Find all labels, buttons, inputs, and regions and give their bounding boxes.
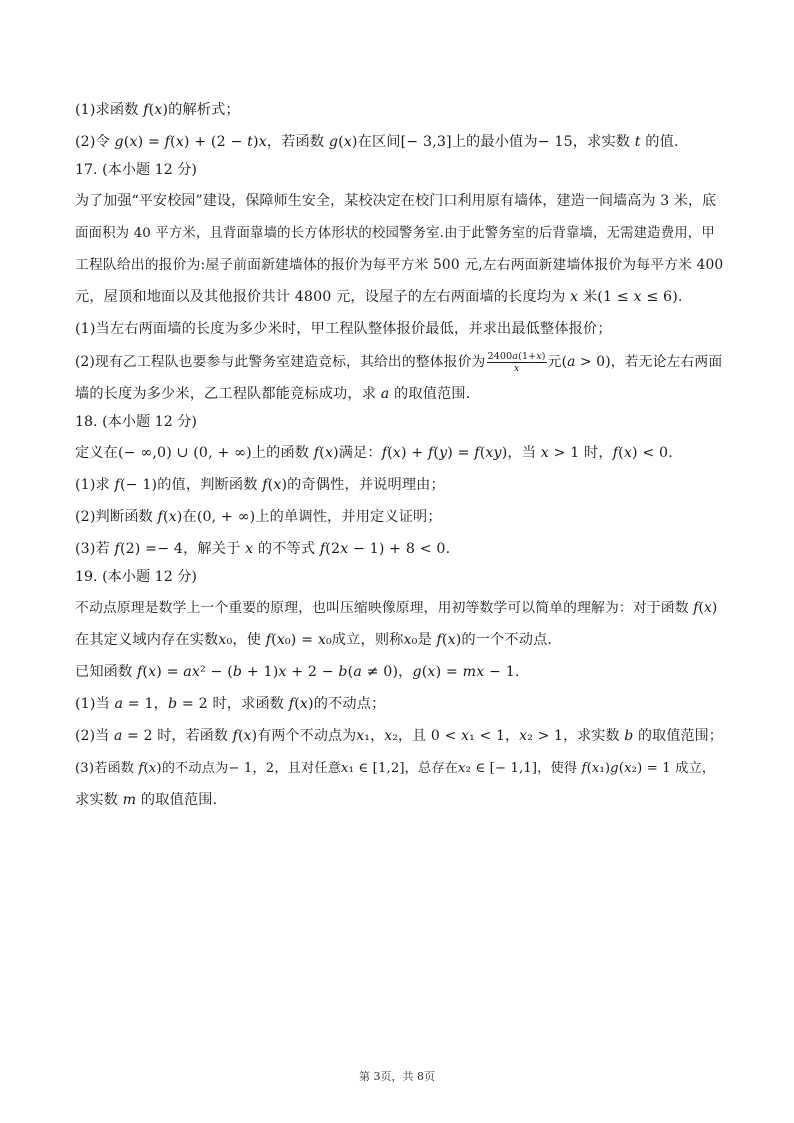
q19-part1: (1)当 𝑎 = 1，𝑏 = 2 时，求函数 𝑓(𝑥)的不动点； (75, 696, 386, 712)
q17-part1: (1)当左右两面墙的长度为多少米时，甲工程队整体报价最低，并求出最低整体报价； (75, 321, 612, 337)
q17-part2-lead: (2)现有乙工程队也要参与此警务室建造竞标，其给出的整体报价为 (75, 354, 486, 370)
q19-stem-line-1: 不动点原理是数学上一个重要的原理，也叫压缩映像原理，用初等数学可以简单的理解为：对于函数 𝑓(𝑥) (75, 600, 718, 616)
page-content (75, 100, 723, 811)
q19-part3-line-2: 求实数 𝑚 的取值范围. (75, 792, 218, 808)
q17-stem-line-3: 工程队给出的报价为:屋子前面新建墙体的报价为每平方米 500 元,左右两面新建墙体报价为每平方米 400 (75, 257, 724, 273)
q16-part1: (1)求函数 𝑓(𝑥)的解析式； (75, 102, 240, 118)
page-footer: 第 3页，共 8页 (359, 1070, 435, 1083)
q17-stem-line-4: 元，屋顶和地面以及其他报价共计 4800 元，设屋子的左右两面墙的长度均为 𝑥 米(1 ≤ 𝑥 ≤ 6). (75, 289, 683, 305)
q17-part2-line-2: 墙的长度为多少米，乙工程队都能竞标成功，求 𝑎 的取值范围. (75, 386, 471, 402)
q19-part3-line-1: (3)若函数 𝑓(𝑥)的不动点为− 1，2，且对任意𝑥₁ ∈ [1,2]，总存在𝑥₂ ∈ [− 1,1]，使得 𝑓(𝑥₁)𝑔(𝑥₂) = 1 成立， (75, 761, 716, 776)
price-fraction (487, 351, 547, 374)
q18-part2: (2)判断函数 𝑓(𝑥)在(0, + ∞)上的单调性，并用定义证明； (75, 509, 442, 525)
q18-heading: 18. (本小题 12 分) (75, 414, 197, 430)
q19-given: 已知函数 𝑓(𝑥) = 𝑎𝑥² − (𝑏 + 1)𝑥 + 2 − 𝑏(𝑎 ≠ 0)，𝑔(𝑥) = 𝑚𝑥 − 1. (75, 664, 520, 680)
q18-part1: (1)求 𝑓(− 1)的值，判断函数 𝑓(𝑥)的奇偶性，并说明理由； (75, 477, 445, 493)
q19-part2: (2)当 𝑎 = 2 时，若函数 𝑓(𝑥)有两个不动点为𝑥₁，𝑥₂，且 0 < 𝑥₁ < 1，𝑥₂ > 1，求实数 𝑏 的取值范围； (75, 728, 723, 744)
q19-heading: 19. (本小题 12 分) (75, 569, 197, 585)
q19-stem-line-2: 在其定义域内存在实数𝑥₀，使 𝑓(𝑥₀) = 𝑥₀成立，则称𝑥₀是 𝑓(𝑥)的一个不动点. (75, 632, 553, 648)
q18-stem: 定义在(− ∞,0) ∪ (0, + ∞)上的函数 𝑓(𝑥)满足：𝑓(𝑥) + 𝑓(𝑦) = 𝑓(𝑥𝑦)，当 𝑥 > 1 时，𝑓(𝑥) < 0. (75, 445, 673, 461)
q17-stem-line-2: 面面积为 40 平方米，且背面靠墙的长方体形状的校园警务室.由于此警务室的后背靠墙，无需建造费用，甲 (75, 226, 715, 241)
q17-part2-line-1 (75, 351, 723, 374)
q17-part2-tail: 元(𝑎 > 0)，若无论左右两面 (547, 354, 723, 370)
q18-part3: (3)若 𝑓(2) =− 4，解关于 𝑥 的不等式 𝑓(2𝑥 − 1) + 8 < 0. (75, 541, 451, 557)
q17-heading: 17. (本小题 12 分) (75, 162, 197, 178)
fraction-numerator: 2400𝑎(1+𝑥) (487, 351, 546, 362)
q17-stem-line-1: 为了加强“平安校园”建设，保障师生安全，某校决定在校门口利用原有墙体，建造一间墙高为 3 米，底 (75, 193, 717, 209)
q16-part2: (2)令 𝑔(𝑥) = 𝑓(𝑥) + (2 − 𝑡)𝑥，若函数 𝑔(𝑥)在区间[− 3,3]上的最小值为− 15，求实数 𝑡 的值. (75, 134, 679, 150)
fraction-denominator: 𝑥 (513, 363, 520, 374)
